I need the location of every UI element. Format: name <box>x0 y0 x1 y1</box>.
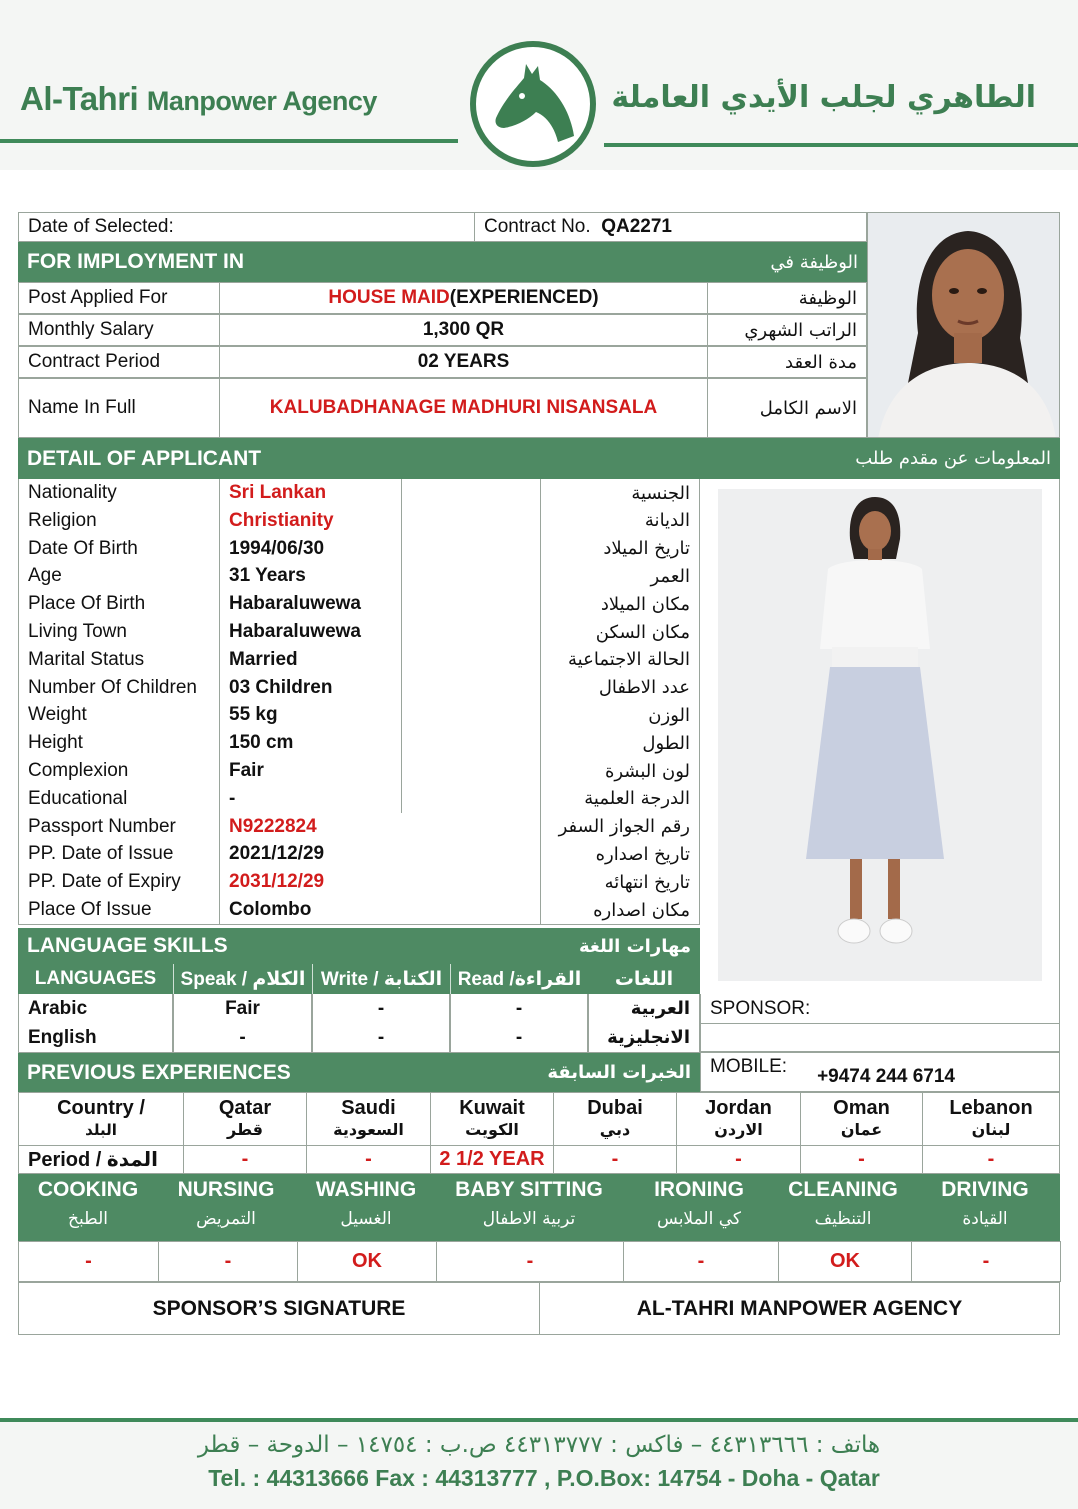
country-period: - <box>183 1145 307 1174</box>
employment-label: Post Applied For <box>18 282 220 314</box>
applicant-value: Colombo <box>219 896 541 925</box>
language-cell: الانجليزية <box>588 1023 700 1053</box>
agency-signature: AL-TAHRI MANPOWER AGENCY <box>539 1282 1060 1335</box>
applicant-label: Living Town <box>18 618 220 647</box>
applicant-value: Habaraluwewa <box>219 590 402 619</box>
applicant-label: Religion <box>18 507 220 536</box>
country-label-cell <box>18 1092 184 1146</box>
applicant-spacer-cell <box>401 757 541 786</box>
skill-value: - <box>436 1241 624 1282</box>
applicant-value: 1994/06/30 <box>219 535 402 564</box>
skill-label-ar: القيادة <box>962 1209 1008 1229</box>
country-period: 2 1/2 YEAR <box>430 1145 554 1174</box>
applicant-label: Weight <box>18 701 220 730</box>
skill-label-ar: الطبخ <box>68 1209 108 1229</box>
sponsor-blank <box>700 1024 1060 1052</box>
applicant-label: Number Of Children <box>18 674 220 703</box>
country-name-ar: لبنان <box>971 1120 1011 1139</box>
employment-value-text: 02 YEARS <box>417 351 510 372</box>
employment-value <box>219 378 708 438</box>
footer-contact-ar: هاتف : ٤٤٣١٣٦٦٦ – فاكس : ٤٤٣١٣٧٧٧ ص.ب : ١٤٧٥٤ – الدوحة – قطر <box>197 1432 881 1458</box>
employment-label-ar: الراتب الشهري <box>707 314 867 346</box>
skill-label: COOKING <box>37 1178 139 1201</box>
country-name: Kuwait <box>459 1097 525 1119</box>
country-name: Oman <box>833 1097 890 1119</box>
sponsor-field: SPONSOR: <box>700 994 1060 1024</box>
language-cell: - <box>450 1023 588 1053</box>
applicant-label: PP. Date of Expiry <box>18 868 220 897</box>
applicant-spacer-cell <box>401 674 541 703</box>
applicant-spacer-cell <box>401 701 541 730</box>
applicant-value: N9222824 <box>219 813 541 842</box>
skill-label-ar: التمريض <box>196 1209 256 1229</box>
language-cell: - <box>450 994 588 1024</box>
language-cell: Arabic <box>18 994 173 1024</box>
company-name-en: Al-Tahri Manpower Agency <box>20 80 377 117</box>
employment-value-text: 1,300 QR <box>422 319 505 340</box>
applicant-value: - <box>219 785 402 814</box>
skill-value: OK <box>778 1241 912 1282</box>
applicant-value: Christianity <box>219 507 402 536</box>
country-name-ar: دبي <box>599 1120 631 1139</box>
applicant-label: Nationality <box>18 479 220 508</box>
footer-contact-en: Tel. : 44313666 Fax : 44313777 , P.O.Box: 14754 - Doha - Qatar <box>208 1465 880 1491</box>
applicant-spacer-cell <box>401 507 541 536</box>
applicant-spacer-cell <box>401 479 541 508</box>
employment-section-header: FOR IMPLOYMENT IN الوظيفة في <box>18 242 867 282</box>
skill-label: WASHING <box>315 1178 417 1201</box>
language-cell: - <box>312 994 450 1024</box>
applicant-label-ar: الدرجة العلمية <box>540 785 700 814</box>
applicant-label-ar: تاريخ انتهائه <box>540 868 700 897</box>
skill-label-ar: الغسيل <box>340 1209 392 1229</box>
applicant-label: Age <box>18 562 220 591</box>
country-cell <box>800 1092 923 1146</box>
language-cell: العربية <box>588 994 700 1024</box>
employment-value-highlight: HOUSE MAID <box>328 287 450 308</box>
applicant-spacer-cell <box>401 535 541 564</box>
applicant-label-ar: الحالة الاجتماعية <box>540 646 700 675</box>
country-name-ar: الكويت <box>465 1120 519 1139</box>
applicant-label-ar: الجنسية <box>540 479 700 508</box>
employment-value <box>219 282 708 314</box>
applicant-label-ar: الوزن <box>540 701 700 730</box>
date-selected: Date of Selected: <box>18 212 475 242</box>
header-rule-right <box>604 143 1078 147</box>
country-name-ar: عمان <box>840 1120 883 1139</box>
applicant-value: 31 Years <box>219 562 402 591</box>
applicant-label: Educational <box>18 785 220 814</box>
country-cell <box>183 1092 307 1146</box>
period-label: Period / المدة <box>18 1145 184 1174</box>
applicant-label-ar: مكان الميلاد <box>540 590 700 619</box>
applicant-label-ar: الطول <box>540 729 700 758</box>
applicant-section-header: DETAIL OF APPLICANT المعلومات عن مقدم طلب <box>18 438 1060 479</box>
language-column-header: Speak / الكلام <box>173 964 312 994</box>
country-period: - <box>306 1145 431 1174</box>
applicant-label-ar: مكان السكن <box>540 618 700 647</box>
language-column-header: اللغات <box>588 964 700 994</box>
applicant-spacer-cell <box>401 618 541 647</box>
skill-label: DRIVING <box>941 1178 1029 1201</box>
applicant-value: 55 kg <box>219 701 402 730</box>
applicant-label: Height <box>18 729 220 758</box>
applicant-label: Complexion <box>18 757 220 786</box>
employment-label: Monthly Salary <box>18 314 220 346</box>
country-period: - <box>800 1145 923 1174</box>
country-name: Saudi <box>341 1097 396 1119</box>
country-period: - <box>553 1145 677 1174</box>
language-cell: Fair <box>173 994 312 1024</box>
country-cell <box>306 1092 431 1146</box>
language-column-header: Write / الكتابة <box>312 964 450 994</box>
applicant-spacer-cell <box>401 590 541 619</box>
applicant-full-body-photo <box>700 479 1060 995</box>
country-name: Qatar <box>218 1097 272 1119</box>
experience-section-header: PREVIOUS EXPERIENCES الخبرات السابقة <box>18 1053 700 1092</box>
applicant-spacer-cell <box>401 785 541 814</box>
applicant-value: 2031/12/29 <box>219 868 541 897</box>
skill-value: OK <box>297 1241 437 1282</box>
applicant-value: Sri Lankan <box>219 479 402 508</box>
applicant-portrait-photo <box>867 212 1060 438</box>
employment-label: Name In Full <box>18 378 220 438</box>
horse-head-logo-icon <box>466 40 600 168</box>
applicant-label: PP. Date of Issue <box>18 840 220 869</box>
employment-label: Contract Period <box>18 346 220 378</box>
country-name: Jordan <box>705 1097 772 1119</box>
sponsor-signature: SPONSOR’S SIGNATURE <box>18 1282 540 1335</box>
skill-label: CLEANING <box>788 1178 898 1201</box>
country-cell <box>922 1092 1060 1146</box>
language-section-header: LANGUAGE SKILLS مهارات اللغة <box>18 928 700 964</box>
country-label-ar: البلد <box>85 1121 117 1139</box>
applicant-label-ar: لون البشرة <box>540 757 700 786</box>
skill-value: - <box>18 1241 159 1282</box>
applicant-label-ar: العمر <box>540 562 700 591</box>
applicant-value: Fair <box>219 757 402 786</box>
employment-label-ar: الاسم الكامل <box>707 378 867 438</box>
country-cell <box>553 1092 677 1146</box>
country-name-ar: السعودية <box>333 1120 404 1139</box>
employment-value-highlight: KALUBADHANAGE MADHURI NISANSALA <box>269 397 658 418</box>
employment-label-ar: الوظيفة <box>707 282 867 314</box>
mobile-field: MOBILE: +9474 244 6714 <box>700 1052 1060 1092</box>
country-name-ar: الاردن <box>714 1120 763 1139</box>
skill-label: BABY SITTING <box>455 1178 603 1201</box>
applicant-label-ar: عدد الاطفال <box>540 674 700 703</box>
applicant-label-ar: الديانة <box>540 507 700 536</box>
skill-value: - <box>623 1241 779 1282</box>
country-name: Dubai <box>587 1097 643 1119</box>
header-rule-left <box>0 139 458 143</box>
employment-label-ar: مدة العقد <box>707 346 867 378</box>
country-period: - <box>676 1145 801 1174</box>
language-column-header: LANGUAGES <box>18 964 173 994</box>
country-name-ar: قطر <box>226 1120 263 1139</box>
applicant-label: Passport Number <box>18 813 220 842</box>
language-cell: English <box>18 1023 173 1053</box>
skill-value: - <box>911 1241 1061 1282</box>
skill-label-ar: تربية الاطفال <box>482 1209 576 1229</box>
country-cell <box>676 1092 801 1146</box>
applicant-spacer-cell <box>401 562 541 591</box>
applicant-value: Habaraluwewa <box>219 618 402 647</box>
country-label: Country / <box>57 1097 145 1119</box>
applicant-label-ar: تاريخ الميلاد <box>540 535 700 564</box>
applicant-label-ar: مكان اصداره <box>540 896 700 925</box>
skill-label: IRONING <box>654 1178 744 1201</box>
applicant-value: 2021/12/29 <box>219 840 541 869</box>
applicant-spacer-cell <box>401 729 541 758</box>
applicant-spacer-cell <box>401 646 541 675</box>
applicant-label: Marital Status <box>18 646 220 675</box>
language-column-header: Read /القراءة <box>450 964 588 994</box>
applicant-label-ar: تاريخ اصداره <box>540 840 700 869</box>
applicant-label-ar: رقم الجواز السفر <box>540 813 700 842</box>
country-name: Lebanon <box>949 1097 1033 1119</box>
employment-value <box>219 346 708 378</box>
skill-value: - <box>158 1241 298 1282</box>
contract-number: Contract No. QA2271 <box>474 212 867 242</box>
applicant-value: 150 cm <box>219 729 402 758</box>
language-cell: - <box>312 1023 450 1053</box>
country-period: - <box>922 1145 1060 1174</box>
applicant-label: Date Of Birth <box>18 535 220 564</box>
applicant-value: Married <box>219 646 402 675</box>
skill-label-ar: التنظيف <box>814 1209 872 1229</box>
employment-value-text: (EXPERIENCED) <box>449 287 599 308</box>
applicant-label: Place Of Issue <box>18 896 220 925</box>
skill-label-ar: كي الملابس <box>657 1209 741 1229</box>
skill-label: NURSING <box>177 1178 275 1201</box>
applicant-value: 03 Children <box>219 674 402 703</box>
language-cell: - <box>173 1023 312 1053</box>
employment-value <box>219 314 708 346</box>
country-cell <box>430 1092 554 1146</box>
applicant-label: Place Of Birth <box>18 590 220 619</box>
company-name-ar: الطاهري لجلب الأيدي العاملة <box>611 80 1036 115</box>
